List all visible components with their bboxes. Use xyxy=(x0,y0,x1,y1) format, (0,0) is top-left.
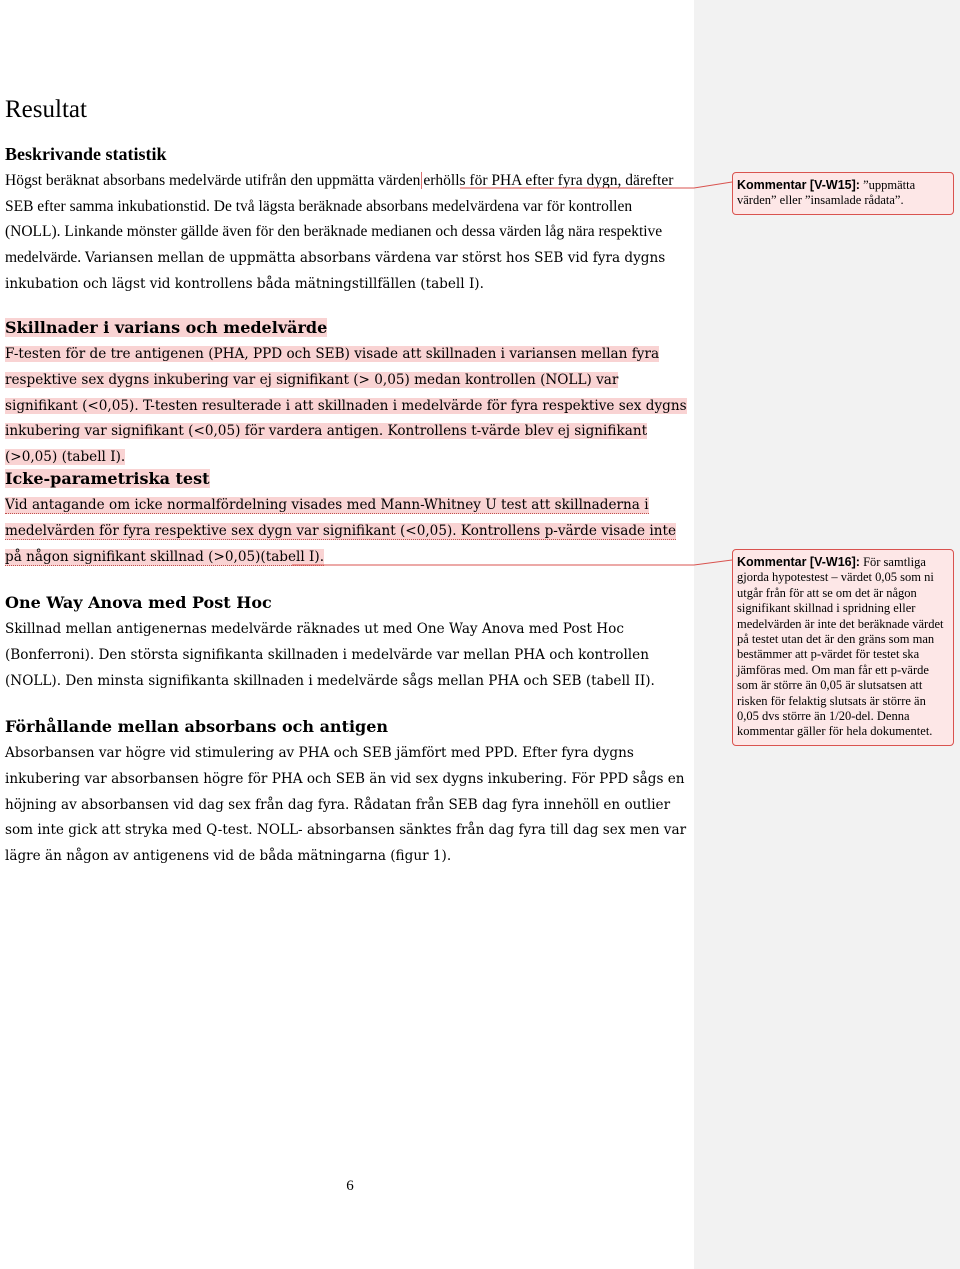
highlighted-heading: Skillnader i varians och medelvärde xyxy=(5,318,328,337)
comment-label: Kommentar [V-W15]: xyxy=(737,178,860,192)
page-number: 6 xyxy=(346,1178,354,1194)
section-heading: One Way Anova med Post Hoc xyxy=(5,593,272,612)
section-varians-medelvarde xyxy=(5,316,690,471)
section-heading xyxy=(5,467,690,491)
highlighted-text[interactable]: Vid antagande om icke normalfördelning visades med Mann-Whitney U test att skillnaderna i medelvärden för fyra respektive sex dygn var signifikant (<0,05). Kontrollens p-värde visade inte på någon signifikant skillnad (>0,05)(tabell I). xyxy=(5,497,677,565)
paragraph xyxy=(5,168,690,298)
comment-text: ”uppmätta värden” eller ”insamlade rådata”. xyxy=(737,178,916,208)
paragraph: Skillnad mellan antigenernas medelvärde räknades ut med One Way Anova med Post Hoc (Bonferroni). Den största signifikanta skillnaden i medelvärde var mellan PHA och kontrollen (NOLL). Den minsta signifikanta skillnaden i medelvärde sågs mellan PHA och SEB (tabell II). xyxy=(5,621,655,689)
highlighted-text[interactable]: F-testen för de tre antigenen (PHA, PPD och SEB) visade att skillnaden i variansen mellan fyra respektive sex dygns inkubering var ej signifikant (> 0,05) medan kontrollen (NOLL) var signifikant (<0,05). T-testen resulterade i att skillnaden i medelvärde för fyra respektive sex dygns inkubering var signifikant (<0,05) för vardera antigen. Kontrollens t-värde blev ej signifikant (>0,05) (tabell I). xyxy=(5,346,687,466)
comment-balloon-w16[interactable] xyxy=(732,549,954,746)
paragraph xyxy=(5,493,690,570)
paragraph: Absorbansen var högre vid stimulering av PHA och SEB jämfört med PPD. Efter fyra dygns inkubering var absorbansen högre för PHA och SEB än vid sex dygns inkubering. För PPD sågs en höjning av absorbansen vid dag sex från dag fyra. Rådatan från SEB dag fyra innehöll en outlier som inte gick att stryka med Q-test. NOLL- absorbansen sänktes från dag fyra till dag sex men var lägre än någon av antigenens vid de båda mätningarna (figur 1). xyxy=(5,745,687,865)
comment-balloon-w15[interactable] xyxy=(732,172,954,215)
comment-anchor-text[interactable]: erhölls för PHA efter fyra dygn, därefter SEB efter samma inkubationstid. De två lägsta beräknade absorbans medelvärdena var för kontrollen (NOLL). Linkande mönster gällde även för den beräknade medianen och dessa värden låg nära respektive medelvärde. xyxy=(5,172,674,266)
highlighted-heading: Icke-parametriska test xyxy=(5,469,210,488)
section-icke-parametriska xyxy=(5,467,690,570)
comment-text: För samtliga gjorda hypotestest – värdet 0,05 som ni utgår från för att se om det är någon signifikant skillnad i spridning eller medelvärden är inte det beräknade värdet på testet utan det är den gräns som man bestämmer att p-värdet för testet ska jämföras med. Om man får ett p-värde som är större än 0,05 är slutsatsen att risken för felaktig slutsats är större än 0,05 dvs större än 1/20-del. Denna kommentar gäller för hela dokumentet. xyxy=(737,555,944,739)
page-title: Resultat xyxy=(5,96,87,123)
paragraph xyxy=(5,342,690,471)
paragraph-text: Högst beräknat absorbans medelvärde utifrån den uppmätta värden xyxy=(5,172,421,189)
paragraph-text: Variansen mellan de uppmätta absorbans värdena var störst hos SEB vid fyra dygns inkubation och lägst vid kontrollens båda mätningstillfällen (tabell I). xyxy=(5,249,666,293)
section-one-way-anova xyxy=(5,591,690,694)
comment-label: Kommentar [V-W16]: xyxy=(737,555,860,569)
section-heading xyxy=(5,316,690,340)
section-forhallande xyxy=(5,715,690,870)
section-heading: Förhållande mellan absorbans och antigen xyxy=(5,717,389,736)
section-beskrivande-statistik xyxy=(5,142,690,298)
section-heading: Beskrivande statistik xyxy=(5,144,167,164)
